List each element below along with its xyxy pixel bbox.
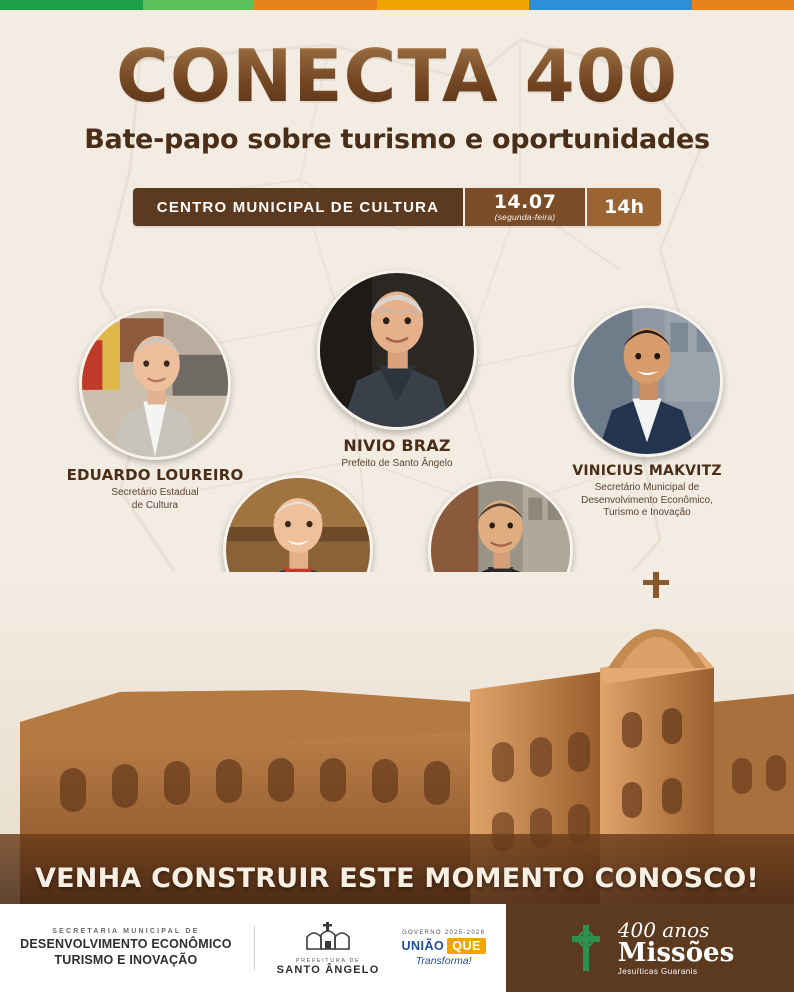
prefeitura-name: SANTO ÂNGELO (276, 963, 380, 976)
cross-icon (566, 921, 606, 975)
poster-header (0, 34, 794, 155)
footer-divider-1 (254, 925, 255, 971)
speaker-role: Secretário Municipal de Desenvolvimento Econômico, Turismo e Inovação (581, 482, 713, 518)
event-date-value: 14.07 (493, 190, 557, 213)
speaker-name: VINICIUS MAKVITZ (572, 463, 722, 479)
top-color-strip (0, 0, 794, 10)
uniao-word2: QUE (447, 938, 486, 954)
logo-secretaria (20, 928, 232, 968)
cathedral-illustration (0, 572, 794, 912)
footer-bar (0, 904, 794, 992)
secretaria-prefix: SECRETARIA MUNICIPAL DE (52, 927, 200, 935)
logo-missoes (506, 904, 794, 992)
call-to-action: VENHA CONSTRUIR ESTE MOMENTO CONOSCO! (35, 863, 759, 894)
event-date (465, 188, 585, 226)
uniao-period: GOVERNO 2025-2028 (402, 929, 486, 936)
event-info-bar (133, 188, 661, 226)
speaker-name: NIVIO BRAZ (343, 436, 451, 455)
strip-orange-2 (692, 0, 794, 10)
prefeitura-prefix: PREFEITURA DE (295, 957, 361, 964)
speaker-role: Secretário Estadual de Cultura (111, 487, 199, 511)
logo-uniao (401, 930, 485, 967)
page-title: CONECTA 400 (0, 40, 794, 112)
avatar (571, 305, 723, 457)
strip-yellow (377, 0, 530, 10)
event-date-note: (segunda-feira) (494, 211, 556, 222)
uniao-tagline: Transforma! (415, 954, 472, 967)
logo-prefeitura (277, 921, 380, 976)
missoes-text (618, 920, 734, 976)
speaker-card (282, 270, 512, 471)
strip-green-dark (0, 0, 143, 10)
secretaria-name: DESENVOLVIMENTO ECONÔMICO TURISMO E INOVAÇÃO (20, 936, 232, 967)
missoes-title: Missões (617, 938, 735, 968)
strip-green-light (143, 0, 255, 10)
event-venue: CENTRO MUNICIPAL DE CULTURA (133, 188, 463, 226)
strip-orange (254, 0, 376, 10)
speaker-name: EDUARDO LOUREIRO (66, 466, 244, 484)
avatar (79, 308, 231, 460)
missoes-subtitle: Jesuíticas Guaranis (617, 967, 698, 976)
speaker-role: Prefeito de Santo Ângelo (341, 458, 453, 469)
avatar (317, 270, 477, 430)
event-time: 14h (587, 188, 661, 226)
uniao-word1: UNIÃO (401, 938, 445, 953)
uniao-wordmark (401, 938, 485, 954)
missoes-years: 400 anos (617, 918, 710, 942)
footer-logos (0, 904, 506, 992)
church-icon (301, 921, 355, 951)
strip-blue (529, 0, 692, 10)
page-subtitle: Bate-papo sobre turismo e oportunidades (84, 124, 710, 155)
